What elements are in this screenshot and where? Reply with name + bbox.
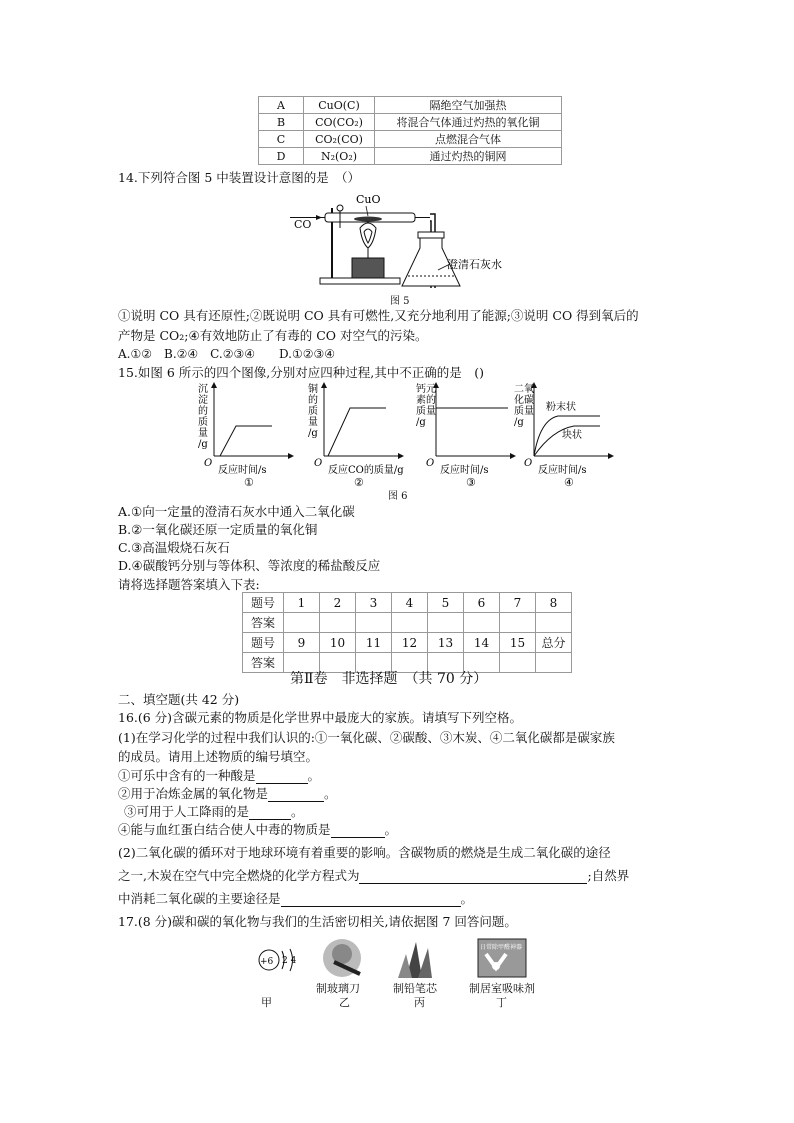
data-line [220, 426, 272, 456]
origin-label: O [204, 458, 213, 469]
atom-shells: 2 4 [282, 956, 297, 966]
atom-nucleus: +6 [260, 957, 274, 967]
period: 。 [324, 786, 337, 801]
answer-blank[interactable] [331, 824, 385, 838]
graph-3 [416, 380, 528, 489]
option-method: 隔绝空气加强热 [375, 97, 562, 114]
q15-stem: 15.如图 6 所示的四个图像,分别对应四种过程,其中不正确的是 () [118, 365, 484, 380]
x-arrow [398, 453, 404, 459]
answer-table-cell: 1 [284, 593, 320, 613]
option-substance: N₂(O₂) [304, 148, 375, 165]
answer-table-cell: 总分 [536, 633, 572, 653]
answer-input-7[interactable] [500, 613, 536, 633]
y-axis-label: 量 [308, 417, 318, 428]
q16-item-4-text: ④能与血红蛋白结合使人中毒的物质是 [118, 822, 331, 837]
y-axis-label: /g [514, 417, 524, 428]
part-2-title: 第Ⅱ卷 非选择题 （共 70 分） [290, 671, 488, 687]
answer-table-cell: 4 [392, 593, 428, 613]
y-axis-label: 质量 [514, 406, 534, 417]
answer-blank[interactable] [268, 788, 324, 802]
y-axis-label: 量 [198, 428, 208, 439]
graph-4 [514, 380, 626, 489]
option-row [259, 97, 562, 114]
answer-input-2[interactable] [320, 613, 356, 633]
answer-table-cell: 15 [500, 633, 536, 653]
q17-stem: 17.(8 分)碳和碳的氧化物与我们的生活密切相关,请依据图 7 回答问题。 [118, 914, 517, 929]
q14-statement-1: ①说明 CO 具有还原性;②既说明 CO 具有可燃性,又充分地利用了能源;③说明 CO 得到氧后的 [118, 308, 639, 323]
q16-item-4 [118, 820, 397, 838]
y-axis-label: /g [198, 439, 208, 450]
answer-input-3[interactable] [356, 613, 392, 633]
answer-input-1[interactable] [284, 613, 320, 633]
origin-label: O [524, 458, 533, 469]
answer-table-cell: 12 [392, 633, 428, 653]
q16-part2-line1: (2)二氧化碳的循环对于地球环境有着重要的影响。含碳物质的燃烧是生成二氧化碳的途径 [118, 845, 611, 860]
y-axis-label: 化碳 [514, 395, 534, 406]
graph-2 [306, 380, 416, 489]
section-2-heading: 二、填空题(共 42 分) [118, 692, 240, 707]
answer-table-cell: 14 [464, 633, 500, 653]
option-substance: CO₂(CO) [304, 131, 375, 148]
option-substance: CO(CO₂) [304, 114, 375, 131]
answer-table-cell: 5 [428, 593, 464, 613]
answer-table-cell: 13 [428, 633, 464, 653]
graph-1 [196, 380, 306, 489]
x-axis-label: 反应时间/s [538, 465, 587, 476]
answer-input-total[interactable] [536, 653, 572, 673]
q16-item-1 [118, 766, 320, 784]
option-letter: B [259, 114, 304, 131]
q15-option-b: B.②一氧化碳还原一定质量的氧化铜 [118, 522, 318, 537]
co-label: CO [294, 218, 312, 231]
answer-prompt: 请将选择题答案填入下表: [118, 577, 260, 592]
y-axis-label: /g [308, 428, 318, 439]
answer-table-cell: 6 [464, 593, 500, 613]
option-letter: C [259, 131, 304, 148]
period: 。 [291, 804, 304, 819]
label-jia: 甲 [261, 996, 272, 1009]
answer-input-4[interactable] [392, 613, 428, 633]
x-axis-label: 反应CO的质量/g [328, 465, 404, 476]
q14-statement-2: 产物是 CO₂;④有效地防止了有毒的 CO 对空气的污染。 [118, 328, 428, 343]
option-row [259, 131, 562, 148]
q16-part2-line3-text: 中消耗二氧化碳的主要途径是 [118, 891, 281, 906]
q16-part2-tail: ;自然界 [587, 868, 630, 883]
graph-number: ③ [466, 476, 476, 489]
option-method: 将混合气体通过灼热的氧化铜 [375, 114, 562, 131]
y-arrow [211, 382, 217, 388]
q16-item-3 [124, 802, 304, 820]
graph-number: ② [354, 476, 364, 489]
q16-item-3-text: ③可用于人工降雨的是 [124, 804, 250, 819]
option-row [259, 148, 562, 165]
data-line [328, 408, 386, 456]
equation-blank[interactable] [359, 870, 587, 884]
caption-deodorizer: 制居室吸味剂 [469, 982, 535, 995]
y-axis-label: 沉 [198, 384, 208, 395]
answer-input-6[interactable] [464, 613, 500, 633]
answer-input-8[interactable] [536, 613, 572, 633]
answer-table-cell: 11 [356, 633, 392, 653]
answer-table-row-answers-1 [243, 613, 572, 633]
period: 。 [460, 891, 474, 906]
origin-label: O [426, 458, 435, 469]
figure-6-graphs [196, 380, 606, 488]
label-ding: 丁 [496, 996, 507, 1009]
option-table [258, 96, 562, 165]
q15-option-c: C.③高温煅烧石灰石 [118, 540, 230, 555]
y-axis-label: 钙元 [416, 384, 436, 395]
answer-table-cell: 10 [320, 633, 356, 653]
figure-6-caption: 图 6 [388, 491, 408, 502]
answer-table-cell: 3 [356, 593, 392, 613]
answer-table-head: 答案 [243, 653, 284, 673]
q14-stem: 14.下列符合图 5 中装置设计意图的是 （） [118, 170, 361, 185]
answer-table-cell: 8 [536, 593, 572, 613]
answer-table-row-numbers-1 [243, 593, 572, 613]
caption-pencil-lead: 制铅笔芯 [393, 982, 437, 995]
q16-stem: 16.(6 分)含碳元素的物质是化学世界中最庞大的家族。请填写下列空格。 [118, 710, 523, 725]
answer-table-head: 答案 [243, 613, 284, 633]
option-substance: CuO(C) [304, 97, 375, 114]
answer-table-cell: 7 [500, 593, 536, 613]
box-text: 日常除甲醛神器 [480, 944, 523, 951]
limewater-label: 澄清石灰水 [447, 258, 502, 271]
graph-number: ① [244, 476, 254, 489]
figure-7-images [256, 936, 556, 986]
answer-table [242, 592, 572, 673]
q15-option-a: A.①向一定量的澄清石灰水中通入二氧化碳 [118, 504, 355, 519]
answer-table-row-numbers-2 [243, 633, 572, 653]
x-arrow [608, 453, 614, 459]
answer-table-head: 题号 [243, 593, 284, 613]
q14-options: A.①② B.②④ C.②③④ D.①②③④ [118, 347, 336, 361]
q16-item-2-text: ②用于冶炼金属的氧化物是 [118, 786, 269, 801]
figure-5-caption: 图 5 [390, 296, 410, 307]
period: 。 [307, 768, 321, 783]
cuo-label: CuO [356, 193, 381, 206]
caption-glass-cutter: 制玻璃刀 [316, 982, 360, 995]
y-axis-label: 的 [308, 395, 318, 406]
q16-part1-line1: (1)在学习化学的过程中我们认识的:①一氧化碳、②碳酸、③木炭、④二氧化碳都是碳家族 [118, 730, 615, 745]
answer-table-cell: 9 [284, 633, 320, 653]
answer-input-5[interactable] [428, 613, 464, 633]
y-arrow [321, 382, 327, 388]
option-letter: A [259, 97, 304, 114]
answer-blank[interactable] [249, 806, 291, 820]
q15-option-d: D.④碳酸钙分别与等体积、等浓度的稀盐酸反应 [118, 558, 381, 573]
q16-part2-line2 [118, 866, 629, 884]
q16-part2-line3 [118, 889, 473, 907]
powder-label: 粉末状 [546, 402, 576, 413]
option-letter: D [259, 148, 304, 165]
origin-label: O [314, 458, 323, 469]
y-axis-label: 二氧 [514, 384, 534, 395]
q16-part2-text: 之一,木炭在空气中完全燃烧的化学方程式为 [118, 868, 360, 883]
answer-table-head: 题号 [243, 633, 284, 653]
x-axis-label: 反应时间/s [218, 465, 267, 476]
figure-5-apparatus [290, 188, 520, 298]
answer-input-15[interactable] [500, 653, 536, 673]
label-bing: 丙 [414, 996, 425, 1009]
graph-number: ④ [564, 476, 574, 489]
y-axis-label: 质 [308, 406, 318, 417]
y-axis-label: 淀 [198, 395, 208, 406]
y-axis-label: 的 [198, 406, 208, 417]
q16-part1-line2: 的成员。请用上述物质的编号填空。 [118, 749, 319, 764]
answer-blank[interactable] [256, 770, 308, 784]
label-yi: 乙 [339, 996, 350, 1009]
y-axis-label: 质 [198, 417, 208, 428]
y-axis-label: 质量 [416, 406, 436, 417]
period: 。 [384, 822, 398, 837]
answer-table-cell: 2 [320, 593, 356, 613]
x-axis-label: 反应时间/s [440, 465, 489, 476]
option-method: 通过灼热的铜网 [375, 148, 562, 165]
answer-blank[interactable] [281, 893, 461, 907]
y-axis-label: 铜 [308, 384, 318, 395]
x-arrow [288, 453, 294, 459]
y-axis-label: /g [416, 417, 426, 428]
y-axis-label: 素的 [416, 395, 436, 406]
option-row [259, 114, 562, 131]
option-method: 点燃混合气体 [375, 131, 562, 148]
q16-item-2 [118, 784, 337, 802]
lump-label: 块状 [562, 430, 582, 441]
q16-item-1-text: ①可乐中含有的一种酸是 [118, 768, 256, 783]
